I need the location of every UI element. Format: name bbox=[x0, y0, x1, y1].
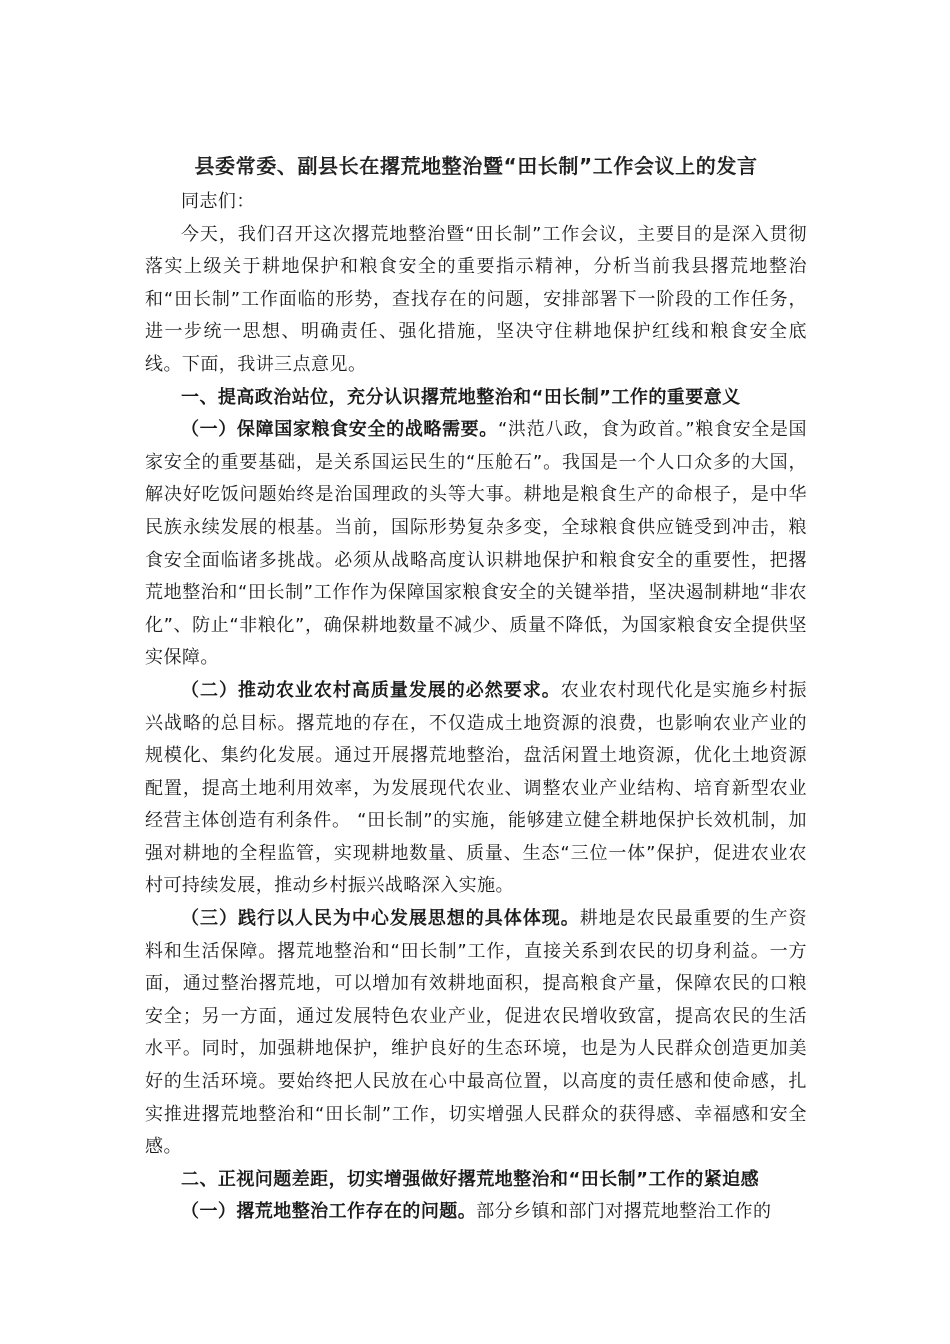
intro-paragraph: 今天，我们召开这次撂荒地整治暨“田长制”工作会议，主要目的是深入贯彻落实上级关于耕地保护和粮食安全的重要指示精神，分析当前我县撂荒地整治和“田长制”工作面临的形势，查找存在的问题，安排部署下一阶段的工作任务，进一步统一思想、明确责任、强化措施，坚决守住耕地保护红线和粮食安全底线。下面，我讲三点意见。 bbox=[145, 223, 807, 375]
section-2-item-1-lead: （一）撂荒地整治工作存在的问题。 bbox=[181, 1201, 477, 1223]
section-1-item-2-lead: （二）推动农业农村高质量发展的必然要求。 bbox=[181, 679, 561, 701]
section-2-item-1 bbox=[145, 1196, 807, 1229]
section-2-item-1-body: 部分乡镇和部门对撂荒地整治工作的 bbox=[476, 1201, 772, 1223]
salutation: 同志们： bbox=[181, 191, 255, 212]
document-page bbox=[145, 150, 807, 1229]
section-1-item-2-body: 农业农村现代化是实施乡村振兴战略的总目标。撂荒地的存在，不仅造成土地资源的浪费，也影响农业产业的规模化、集约化发展。通过开展撂荒地整治，盘活闲置土地资源，优化土地资源配置，提高土地利用效率，为发展现代农业、调整农业产业结构、培育新型农业经营主体创造有利条件。 “田长制”的实施，能够建立健全耕地保护长效机制，加强对耕地的全程监管，实现耕地数量、质量、生态“三位一体”保护，促进农业农村可持续发展，推动乡村振兴战略深入实施。 bbox=[145, 679, 807, 897]
document-title: 县委常委、副县长在撂荒地整治暨“田长制”工作会议上的发言 bbox=[194, 154, 758, 178]
section-1-item-1-lead: （一）保障国家粮食安全的战略需要。 bbox=[181, 419, 498, 441]
section-1-item-1-body: “洪范八政，食为政首。”粮食安全是国家安全的重要基础，是关系国运民生的“压舱石”。我国是一个人口众多的大国，解决好吃饭问题始终是治国理政的头等大事。耕地是粮食生产的命根子，是中华民族永续发展的根基。当前，国际形势复杂多变，全球粮食供应链受到冲击，粮食安全面临诸多挑战。必须从战略高度认识耕地保护和粮食安全的重要性，把撂荒地整治和“田长制”工作作为保障国家粮食安全的关键举措，坚决遏制耕地“非农化”、防止“非粮化”，确保耕地数量不减少、质量不降低，为国家粮食安全提供坚实保障。 bbox=[145, 419, 807, 669]
section-2-heading: 二、正视问题差距，切实增强做好撂荒地整治和“田长制”工作的紧迫感 bbox=[181, 1168, 760, 1190]
section-1-item-3-lead: （三）践行以人民为中心发展思想的具体体现。 bbox=[181, 908, 580, 930]
section-1-item-3-body: 耕地是农民最重要的生产资料和生活保障。撂荒地整治和“田长制”工作，直接关系到农民的切身利益。一方面，通过整治撂荒地，可以增加有效耕地面积，提高粮食产量，保障农民的口粮安全；另一方面，通过发展特色农业产业，促进农民增收致富，提高农民的生活水平。同时，加强耕地保护，维护良好的生态环境，也是为人民群众创造更加美好的生活环境。要始终把人民放在心中最高位置，以高度的责任感和使命感，扎实推进撂荒地整治和“田长制”工作，切实增强人民群众的获得感、幸福感和安全感。 bbox=[145, 908, 807, 1158]
section-1-heading: 一、提高政治站位，充分认识撂荒地整治和“田长制”工作的重要意义 bbox=[181, 386, 741, 408]
section-1-item-2 bbox=[145, 675, 807, 903]
section-1-item-1 bbox=[145, 414, 807, 675]
section-1-item-3 bbox=[145, 903, 807, 1164]
